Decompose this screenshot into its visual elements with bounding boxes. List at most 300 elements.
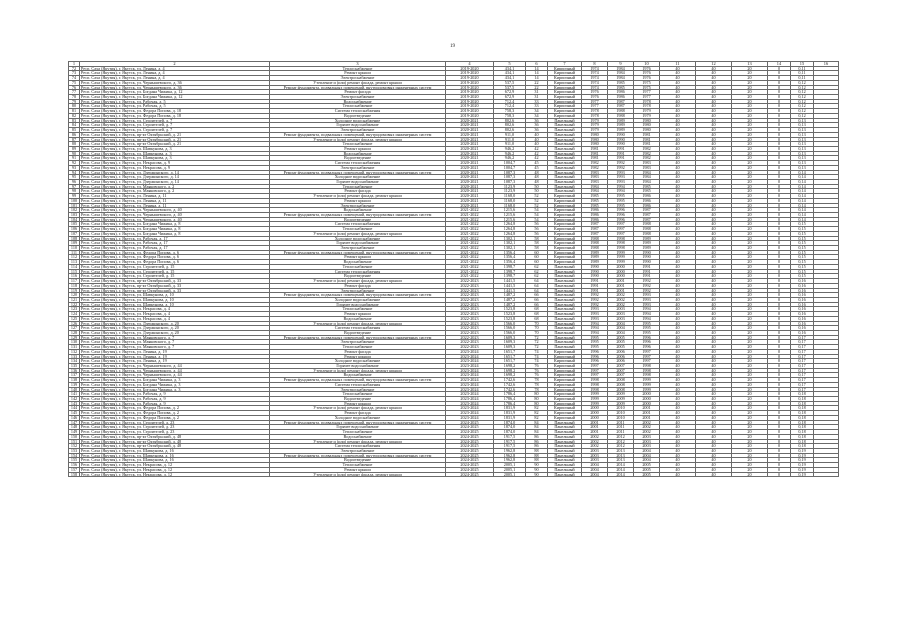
table-cell: 20: [732, 264, 768, 269]
table-cell: 116: [69, 274, 80, 279]
table-cell: 40: [660, 373, 696, 378]
work-type-cell: Водоснабжение: [270, 99, 446, 104]
table-cell: 20: [732, 269, 768, 274]
work-type-cell: Теплоснабжение: [270, 307, 446, 312]
table-cell: 40: [526, 137, 548, 142]
work-type-cell: Электроснабжение: [270, 340, 446, 345]
table-cell: 2019-2020: [446, 90, 494, 95]
table-cell: 1985: [608, 80, 634, 85]
work-type-cell: Теплоснабжение: [270, 463, 446, 468]
table-cell: Панельный: [548, 274, 582, 279]
table-cell: 1991: [582, 279, 608, 284]
table-cell: 1989: [634, 246, 660, 251]
table-cell: 1917,5: [494, 444, 526, 449]
work-type-cell: Ремонт фасада: [270, 349, 446, 354]
table-cell: 95: [69, 175, 80, 180]
table-cell: 36: [526, 128, 548, 133]
table-cell: 1988: [582, 241, 608, 246]
table-cell: 1999: [582, 397, 608, 402]
table-cell: 1982: [582, 165, 608, 170]
table-cell: 946,2: [494, 156, 526, 161]
table-cell: 2024-2025: [446, 453, 494, 458]
table-cell: 2001: [608, 279, 634, 284]
table-cell: 1989: [608, 123, 634, 128]
table-cell: 1989: [608, 128, 634, 133]
table-cell: 40: [696, 250, 732, 255]
table-cell: 48: [526, 170, 548, 175]
address-cell: Респ. Саха (Якутия), г. Якутск, ул. Федора Попова, д. 2: [80, 406, 270, 411]
table-cell: 2009: [608, 401, 634, 406]
table-cell: 1004,7: [494, 161, 526, 166]
table-cell: Панельный: [548, 472, 582, 477]
table-cell: 0: [768, 330, 791, 335]
table-cell: 1988: [608, 109, 634, 114]
table-cell: 62: [526, 264, 548, 269]
address-cell: Респ. Саха (Якутия), г. Якутск, ул. Шавкунова, д. 3: [80, 146, 270, 151]
table-cell: 87: [69, 137, 80, 142]
table-cell: 66: [526, 297, 548, 302]
address-cell: Респ. Саха (Якутия), г. Якутск, ул. Чернышевского, д. 40: [80, 208, 270, 213]
table-cell: Панельный: [548, 269, 582, 274]
work-type-cell: Система теплоснабжения: [270, 222, 446, 227]
table-cell: 1997: [582, 364, 608, 369]
table-cell: 0: [768, 146, 791, 151]
table-cell: 1992: [608, 161, 634, 166]
table-cell: 1989: [634, 236, 660, 241]
table-cell: 1441,5: [494, 283, 526, 288]
table-cell: 20: [732, 128, 768, 133]
table-cell: Панельный: [548, 279, 582, 284]
table-cell: 20: [732, 387, 768, 392]
table-cell: 20: [732, 392, 768, 397]
table-cell: 40: [660, 99, 696, 104]
table-cell: 40: [660, 217, 696, 222]
table-cell: 1988: [634, 231, 660, 236]
table-cell: Кирпичный: [548, 213, 582, 218]
table-cell: Панельный: [548, 179, 582, 184]
table-cell: 1994: [582, 321, 608, 326]
table-cell: Панельный: [548, 137, 582, 142]
address-cell: Респ. Саха (Якутия), г. Якутск, пр-кт Октябрьский, д. 33: [80, 279, 270, 284]
table-cell: 68: [526, 312, 548, 317]
table-cell: 86: [526, 444, 548, 449]
table-cell: Панельный: [548, 425, 582, 430]
address-cell: Респ. Саха (Якутия), г. Якутск, ул. Федора Попова, д. 6: [80, 260, 270, 265]
table-cell: 0: [768, 397, 791, 402]
table-cell: 1998: [608, 241, 634, 246]
work-type-cell: Утепление и (или) ремонт фасада, ремонт крыши: [270, 137, 446, 142]
table-cell: 78: [526, 387, 548, 392]
table-cell: 2019-2020: [446, 99, 494, 104]
table-cell: Панельный: [548, 123, 582, 128]
table-cell: 40: [660, 392, 696, 397]
table-cell: 758,3: [494, 113, 526, 118]
table-cell: 1974: [582, 66, 608, 71]
work-type-cell: Утепление и (или) ремонт фасада, ремонт крыши: [270, 406, 446, 411]
table-cell: 2004: [582, 472, 608, 477]
table-cell: 20: [732, 397, 768, 402]
table-cell: 40: [696, 156, 732, 161]
table-cell: 1994: [634, 312, 660, 317]
table-cell: 108: [69, 236, 80, 241]
work-type-cell: Утепление и (или) ремонт фасада, ремонт крыши: [270, 279, 446, 284]
table-cell: 40: [696, 95, 732, 100]
table-cell: 434,1: [494, 71, 526, 76]
table-cell: 0,14: [791, 217, 814, 222]
table-cell: 40: [660, 307, 696, 312]
table-cell: 112: [69, 255, 80, 260]
table-cell: 911,0: [494, 132, 526, 137]
table-cell: 60: [526, 260, 548, 265]
table-cell: 2019-2020: [446, 66, 494, 71]
work-type-cell: Система теплоснабжения: [270, 269, 446, 274]
table-cell: 127: [69, 326, 80, 331]
table-cell: 2000: [634, 397, 660, 402]
table-cell: 40: [660, 330, 696, 335]
table-cell: 14: [526, 76, 548, 81]
table-cell: Кирпичный: [548, 76, 582, 81]
table-cell: 45: [526, 165, 548, 170]
table-cell: 0: [768, 189, 791, 194]
address-cell: Респ. Саха (Якутия), г. Якутск, ул. Чернышевского, д. 44: [80, 373, 270, 378]
table-cell: 2003: [582, 448, 608, 453]
table-cell: 111: [69, 250, 80, 255]
table-cell: Панельный: [548, 340, 582, 345]
work-type-cell: Теплоснабжение: [270, 430, 446, 435]
table-cell: 0: [768, 227, 791, 232]
table-cell: 0: [768, 161, 791, 166]
table-cell: 40: [660, 434, 696, 439]
table-cell: 0,17: [791, 354, 814, 359]
table-cell: 0,16: [791, 297, 814, 302]
table-cell: 40: [696, 444, 732, 449]
table-cell: 0: [768, 335, 791, 340]
table-cell: 20: [732, 467, 768, 472]
work-type-cell: Горячее водоснабжение: [270, 241, 446, 246]
table-cell: 2002: [608, 293, 634, 298]
table-cell: 99: [69, 194, 80, 199]
table-cell: 1992: [634, 283, 660, 288]
table-cell: 2002: [634, 425, 660, 430]
table-cell: 74: [526, 349, 548, 354]
table-cell: 0: [768, 76, 791, 81]
table-cell: 2014: [608, 467, 634, 472]
header-cell: 14: [768, 62, 791, 67]
table-cell: 0,15: [791, 236, 814, 241]
table-cell: 1977: [634, 90, 660, 95]
work-type-cell: Горячее водоснабжение: [270, 425, 446, 430]
table-cell: 40: [696, 397, 732, 402]
table-cell: 40: [696, 137, 732, 142]
table-cell: 0,14: [791, 208, 814, 213]
table-cell: 60: [526, 250, 548, 255]
table-cell: 0,15: [791, 222, 814, 227]
work-type-cell: Система теплоснабжения: [270, 109, 446, 114]
table-cell: 0,17: [791, 368, 814, 373]
table-cell: 2004: [634, 448, 660, 453]
table-cell: 1698,2: [494, 368, 526, 373]
table-cell: 0,16: [791, 316, 814, 321]
work-type-cell: Ремонт крыши: [270, 354, 446, 359]
table-cell: 40: [696, 302, 732, 307]
work-type-cell: Утепление и (или) ремонт фасада, ремонт крыши: [270, 194, 446, 199]
table-cell: 0: [768, 364, 791, 369]
table-cell: 40: [696, 241, 732, 246]
table-cell: 1962,8: [494, 458, 526, 463]
table-cell: 2006: [608, 349, 634, 354]
work-type-cell: Водоснабжение: [270, 208, 446, 213]
table-cell: 1988: [582, 246, 608, 251]
table-cell: 1988: [608, 113, 634, 118]
table-cell: 712,4: [494, 104, 526, 109]
table-cell: 40: [696, 316, 732, 321]
table-cell: 82: [526, 406, 548, 411]
work-type-cell: Электроснабжение: [270, 128, 446, 133]
table-cell: 93: [69, 165, 80, 170]
table-cell: 0,15: [791, 241, 814, 246]
table-cell: 0: [768, 175, 791, 180]
work-type-cell: Холодное водоснабжение: [270, 415, 446, 420]
table-cell: 40: [696, 231, 732, 236]
table-cell: 40: [696, 458, 732, 463]
table-cell: 80: [526, 392, 548, 397]
address-cell: Респ. Саха (Якутия), г. Якутск, ул. Федора Попова, д. 6: [80, 250, 270, 255]
table-cell: 1978: [582, 109, 608, 114]
table-cell: 1087,3: [494, 170, 526, 175]
table-cell: 40: [526, 132, 548, 137]
table-cell: 76: [526, 373, 548, 378]
table-cell: 40: [696, 255, 732, 260]
table-cell: Кирпичный: [548, 99, 582, 104]
table-cell: 2008: [608, 378, 634, 383]
address-cell: Респ. Саха (Якутия), г. Якутск, ул. Строителей, д. 23: [80, 425, 270, 430]
table-cell: 0,14: [791, 198, 814, 203]
table-cell: 20: [732, 184, 768, 189]
table-cell: 1264,8: [494, 231, 526, 236]
table-cell: 115: [69, 269, 80, 274]
table-cell: 20: [732, 345, 768, 350]
header-cell: 8: [582, 62, 608, 67]
address-cell: Респ. Саха (Якутия), г. Якутск, пр-кт Октябрьский, д. 21: [80, 142, 270, 147]
table-cell: 2021-2022: [446, 227, 494, 232]
table-cell: 40: [660, 472, 696, 477]
table-cell: 1123,9: [494, 189, 526, 194]
table-cell: 1995: [634, 326, 660, 331]
work-type-cell: Горячее водоснабжение: [270, 179, 446, 184]
table-cell: 40: [696, 335, 732, 340]
work-type-cell: Теплоснабжение: [270, 104, 446, 109]
table-cell: Панельный: [548, 156, 582, 161]
work-type-cell: Система теплоснабжения: [270, 326, 446, 331]
address-cell: Респ. Саха (Якутия), г. Якутск, ул. Богдана Чижика, д. 12: [80, 90, 270, 95]
table-cell: 40: [660, 453, 696, 458]
table-cell: Кирпичный: [548, 203, 582, 208]
table-cell: 40: [660, 448, 696, 453]
table-cell: 0: [768, 260, 791, 265]
table-cell: Панельный: [548, 434, 582, 439]
table-cell: 1979: [582, 118, 608, 123]
table-cell: 40: [660, 439, 696, 444]
table-cell: 141: [69, 392, 80, 397]
table-cell: 0: [768, 392, 791, 397]
table-cell: 2012: [608, 439, 634, 444]
header-cell: 10: [634, 62, 660, 67]
table-cell: Панельный: [548, 420, 582, 425]
table-cell: Панельный: [548, 335, 582, 340]
table-cell: 1984: [608, 71, 634, 76]
table-cell: 0: [768, 439, 791, 444]
table-cell: 0,12: [791, 80, 814, 85]
table-cell: 1990: [634, 255, 660, 260]
table-cell: 133: [69, 354, 80, 359]
table-cell: 0,18: [791, 434, 814, 439]
table-cell: 20: [732, 95, 768, 100]
table-cell: 40: [660, 184, 696, 189]
address-cell: Респ. Саха (Якутия), г. Якутск, ул. Некрасова, д. 12: [80, 467, 270, 472]
table-cell: 1988: [582, 236, 608, 241]
address-cell: Респ. Саха (Якутия), г. Якутск, ул. Богдана Чижика, д. 3: [80, 382, 270, 387]
table-cell: 0: [768, 472, 791, 477]
table-cell: 2005,1: [494, 463, 526, 468]
table-cell: 2001: [582, 430, 608, 435]
table-cell: 2023-2024: [446, 368, 494, 373]
table-cell: 0: [768, 297, 791, 302]
table-cell: 20: [732, 420, 768, 425]
table-cell: 84: [69, 123, 80, 128]
table-cell: 0: [768, 231, 791, 236]
table-cell: 1980: [582, 132, 608, 137]
table-cell: 1523,8: [494, 307, 526, 312]
table-cell: 40: [696, 354, 732, 359]
table-cell: 20: [732, 80, 768, 85]
table-cell: 20: [732, 198, 768, 203]
table-cell: 40: [696, 90, 732, 95]
table-cell: 1993: [634, 302, 660, 307]
table-cell: 1987: [634, 208, 660, 213]
table-cell: 1991: [634, 269, 660, 274]
table-cell: 2000: [634, 392, 660, 397]
table-cell: Панельный: [548, 316, 582, 321]
table-cell: 0: [768, 444, 791, 449]
table-cell: 40: [696, 104, 732, 109]
table-cell: Кирпичный: [548, 113, 582, 118]
work-type-cell: Ремонт фасада: [270, 411, 446, 416]
table-cell: 20: [732, 274, 768, 279]
table-cell: Кирпичный: [548, 364, 582, 369]
table-cell: 1990: [582, 269, 608, 274]
table-cell: 110: [69, 246, 80, 251]
work-type-cell: Ремонт фундамента, подвальных помещений, внутридомовых инженерных систем: [270, 420, 446, 425]
table-cell: 20: [732, 231, 768, 236]
table-cell: 132: [69, 349, 80, 354]
table-cell: 45: [526, 161, 548, 166]
work-type-cell: Водоотведение: [270, 458, 446, 463]
table-cell: 2019-2020: [446, 76, 494, 81]
table-cell: 2021-2022: [446, 264, 494, 269]
table-cell: 2001: [634, 411, 660, 416]
table-cell: 0,16: [791, 302, 814, 307]
table-cell: 0: [768, 359, 791, 364]
table-cell: 79: [69, 99, 80, 104]
table-cell: 40: [696, 467, 732, 472]
table-cell: 40: [526, 142, 548, 147]
table-cell: 0: [768, 246, 791, 251]
table-cell: 40: [696, 76, 732, 81]
table-cell: 40: [660, 128, 696, 133]
table-cell: 1981: [582, 146, 608, 151]
table-cell: 1981: [582, 151, 608, 156]
table-cell: 1976: [582, 95, 608, 100]
table-cell: 40: [660, 293, 696, 298]
table-cell: 40: [660, 236, 696, 241]
work-type-cell: Ремонт фундамента, подвальных помещений, внутридомовых инженерных систем: [270, 132, 446, 137]
address-cell: Респ. Саха (Якутия), г. Якутск, ул. Рабочая, д. 9: [80, 401, 270, 406]
table-cell: 40: [660, 151, 696, 156]
table-cell: 40: [660, 354, 696, 359]
table-cell: 80: [69, 104, 80, 109]
address-cell: Респ. Саха (Якутия), г. Якутск, пр-кт Октябрьский, д. 48: [80, 444, 270, 449]
table-cell: 0: [768, 467, 791, 472]
address-cell: Респ. Саха (Якутия), г. Якутск, ул. Ленина, д. 11: [80, 198, 270, 203]
table-cell: Панельный: [548, 184, 582, 189]
table-cell: Панельный: [548, 330, 582, 335]
table-cell: 0,19: [791, 453, 814, 458]
table-cell: Панельный: [548, 326, 582, 331]
table-cell: 40: [696, 66, 732, 71]
address-cell: Респ. Саха (Якутия), г. Якутск, пр-кт Октябрьский, д. 33: [80, 288, 270, 293]
table-cell: 85: [69, 128, 80, 133]
table-cell: 2022-2023: [446, 293, 494, 298]
table-cell: 40: [660, 406, 696, 411]
table-cell: 0: [768, 345, 791, 350]
table-cell: 2020-2021: [446, 142, 494, 147]
address-cell: Респ. Саха (Якутия), г. Якутск, ул. Строителей, д. 7: [80, 118, 270, 123]
table-cell: 0: [768, 387, 791, 392]
table-cell: 40: [660, 208, 696, 213]
table-cell: 2021-2022: [446, 260, 494, 265]
table-cell: 0: [768, 142, 791, 147]
table-cell: 134: [69, 359, 80, 364]
table-cell: 0: [768, 179, 791, 184]
work-type-cell: Система теплоснабжения: [270, 382, 446, 387]
table-cell: 40: [696, 364, 732, 369]
table-cell: 40: [696, 430, 732, 435]
table-cell: 0,16: [791, 326, 814, 331]
table-cell: 1993: [582, 307, 608, 312]
table-cell: Кирпичный: [548, 349, 582, 354]
table-cell: 2002: [582, 434, 608, 439]
header-cell: 5: [494, 62, 526, 67]
header-cell: 2: [80, 62, 270, 67]
table-cell: Панельный: [548, 175, 582, 180]
table-cell: 40: [660, 425, 696, 430]
table-cell: 1874,0: [494, 430, 526, 435]
table-cell: 14: [526, 71, 548, 76]
table-cell: 1215,6: [494, 213, 526, 218]
table-cell: 40: [660, 118, 696, 123]
table-cell: 1997: [634, 354, 660, 359]
table-cell: 2023-2024: [446, 401, 494, 406]
table-cell: 20: [732, 359, 768, 364]
table-cell: 1986: [608, 90, 634, 95]
table-cell: 42: [526, 151, 548, 156]
table-cell: Панельный: [548, 444, 582, 449]
table-cell: 74: [526, 354, 548, 359]
table-cell: 1989: [634, 241, 660, 246]
table-cell: Кирпичный: [548, 255, 582, 260]
table-cell: 1997: [608, 227, 634, 232]
work-type-cell: Ремонт фасада: [270, 90, 446, 95]
